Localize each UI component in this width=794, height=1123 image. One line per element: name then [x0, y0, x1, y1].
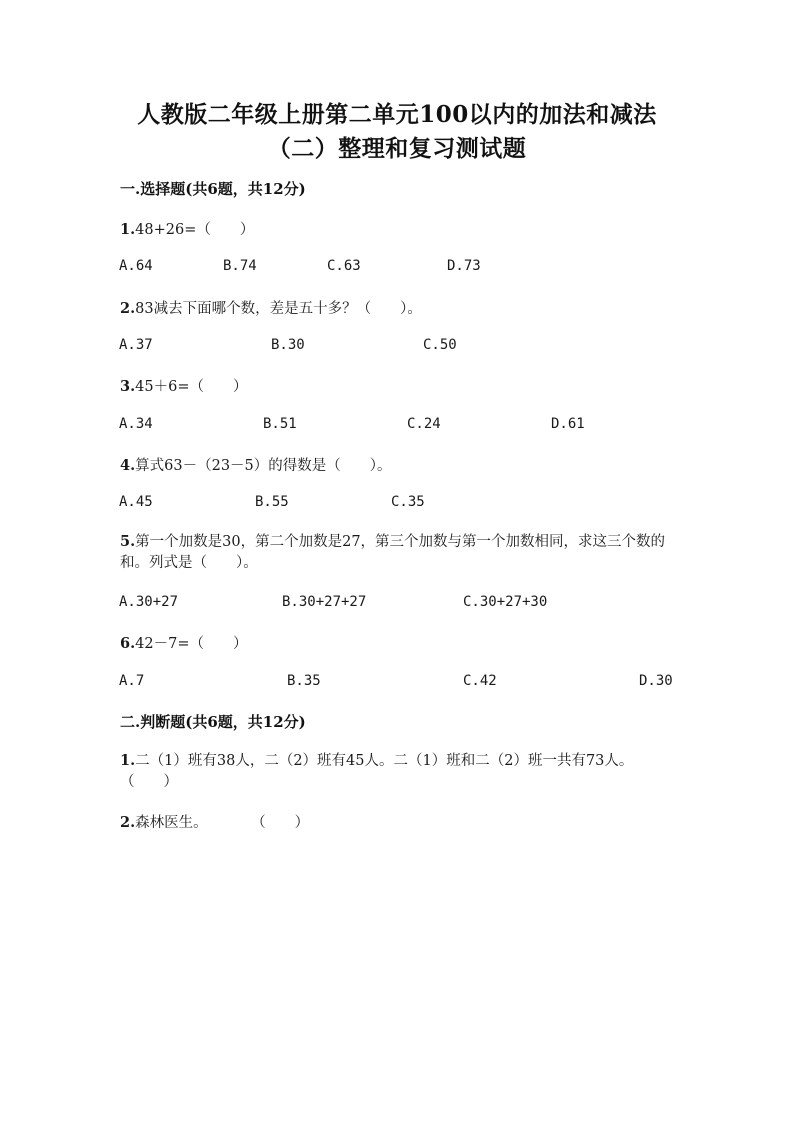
- option-a[interactable]: A.7: [119, 673, 145, 689]
- option-b[interactable]: B.55: [255, 494, 289, 510]
- option-b[interactable]: B.30+27+27: [282, 594, 367, 610]
- question-number: 3.: [120, 378, 136, 395]
- question-2: [120, 297, 422, 318]
- question-text: 42－7=（ ）: [135, 636, 248, 652]
- section-heading-choice: 一.选择题(共6题，共12分): [120, 180, 306, 198]
- judgement-question-1: [120, 750, 668, 793]
- option-d[interactable]: D.61: [551, 416, 585, 432]
- judgement-question-2: [120, 811, 309, 832]
- page-title-line1: 人教版二年级上册第二单元100以内的加法和减法: [137, 101, 657, 128]
- question-number: 1.: [120, 752, 136, 769]
- question-text: 二（1）班有38人，二（2）班有45人。二（1）班和二（2）班一共有73人。（ ）: [120, 753, 634, 790]
- option-a[interactable]: A.37: [119, 337, 153, 353]
- option-a[interactable]: A.34: [119, 416, 153, 432]
- option-d[interactable]: D.30: [639, 673, 673, 689]
- option-d[interactable]: D.73: [447, 258, 481, 274]
- question-1: [120, 218, 254, 239]
- option-c[interactable]: C.63: [327, 258, 361, 274]
- question-number: 4.: [120, 457, 136, 474]
- question-number: 1.: [120, 221, 136, 238]
- option-b[interactable]: B.74: [223, 258, 257, 274]
- option-b[interactable]: B.35: [287, 673, 321, 689]
- question-number: 6.: [120, 635, 136, 652]
- option-c[interactable]: C.50: [423, 337, 457, 353]
- section-heading-judgement: 二.判断题(共6题，共12分): [120, 713, 306, 731]
- option-b[interactable]: B.30: [271, 337, 305, 353]
- question-text: 森林医生。 （ ）: [135, 815, 310, 831]
- question-text: 第一个加数是30，第二个加数是27，第三个加数与第一个加数相同，求这三个数的和。列式是（ ）。: [120, 534, 666, 571]
- question-text: 算式63－（23－5）的得数是（ ）。: [135, 458, 392, 474]
- option-c[interactable]: C.35: [391, 494, 425, 510]
- question-text: 83减去下面哪个数，差是五十多？（ ）。: [135, 301, 422, 317]
- option-c[interactable]: C.24: [407, 416, 441, 432]
- option-c[interactable]: C.42: [463, 673, 497, 689]
- question-3: [120, 375, 247, 396]
- question-number: 2.: [120, 300, 136, 317]
- question-text: 48+26=（ ）: [135, 222, 255, 238]
- question-4: [120, 454, 392, 475]
- option-a[interactable]: A.30+27: [119, 594, 179, 610]
- option-c[interactable]: C.30+27+30: [463, 594, 548, 610]
- question-number: 2.: [120, 814, 136, 831]
- question-5: [120, 531, 680, 574]
- question-6: [120, 632, 247, 653]
- option-a[interactable]: A.45: [119, 494, 153, 510]
- option-b[interactable]: B.51: [263, 416, 297, 432]
- option-a[interactable]: A.64: [119, 258, 153, 274]
- page-title-line2: （二）整理和复习测试题: [267, 135, 527, 162]
- question-number: 5.: [120, 533, 136, 550]
- question-text: 45＋6=（ ）: [135, 379, 248, 395]
